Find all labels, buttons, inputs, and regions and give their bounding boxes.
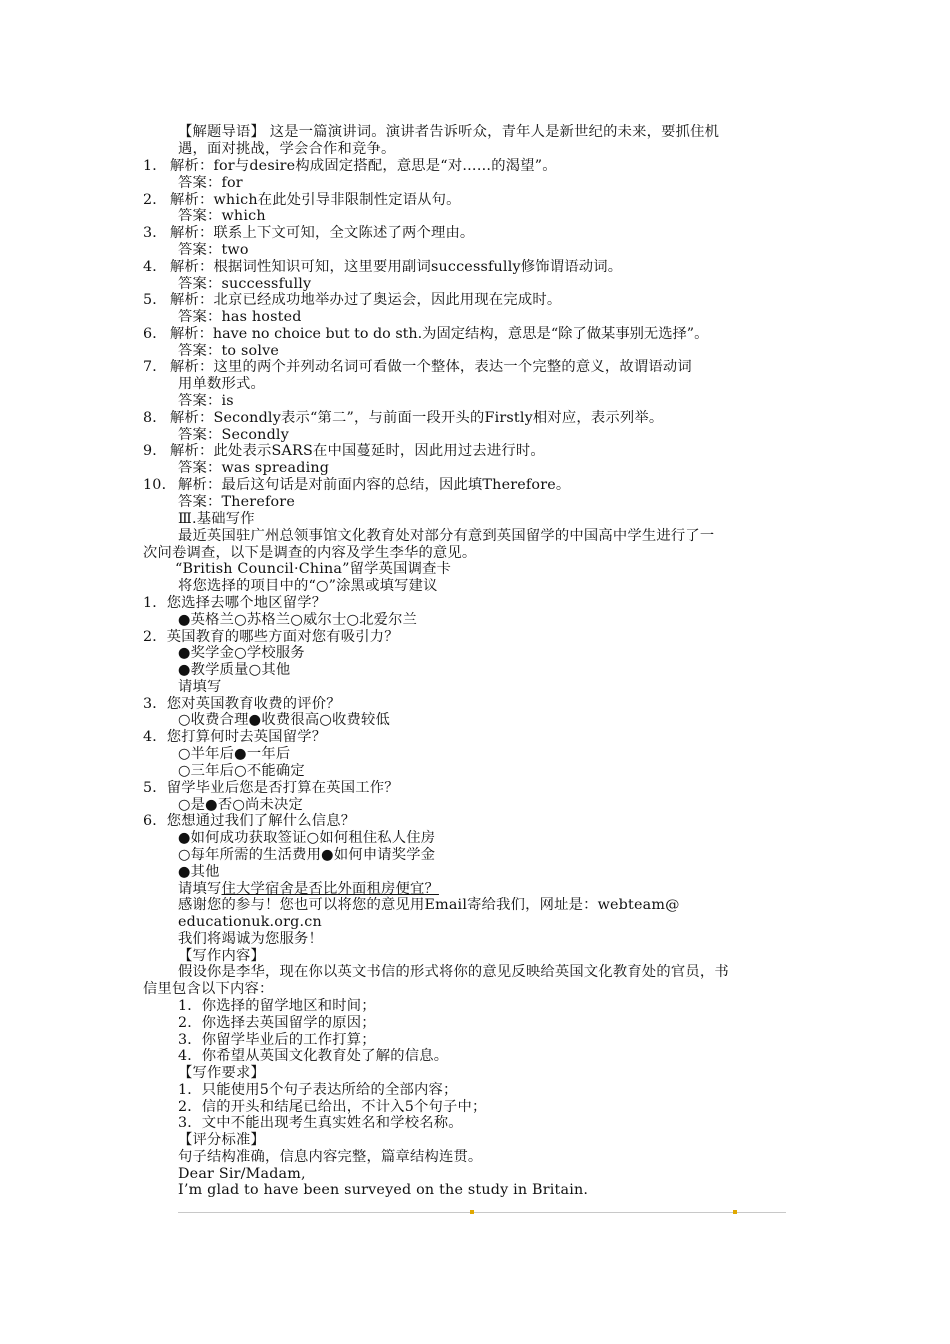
survey-question: 6．您想通过我们了解什么信息？ bbox=[143, 813, 356, 829]
writing-content-2: 信里包含以下内容： bbox=[143, 981, 274, 997]
survey-question: 1．您选择去哪个地区留学？ bbox=[143, 595, 327, 611]
answer-explanation-cont: 用单数形式。 bbox=[178, 376, 265, 392]
answer-number: 10． bbox=[143, 477, 177, 493]
writing-content-heading: 【写作内容】 bbox=[178, 948, 265, 964]
writing-item: 1．你选择的留学地区和时间； bbox=[178, 998, 376, 1014]
writing-requirements-heading: 【写作要求】 bbox=[178, 1065, 265, 1081]
survey-question: 4．您打算何时去英国留学？ bbox=[143, 729, 327, 745]
answer-number: 8． bbox=[143, 410, 167, 426]
answer-number: 3． bbox=[143, 225, 167, 241]
survey-question: 5．留学毕业后您是否打算在英国工作？ bbox=[143, 780, 399, 796]
answer-key: 答案：Secondly bbox=[178, 427, 289, 443]
fill-label: 请填写 bbox=[178, 679, 222, 695]
answer-explanation: 解析：此处表示SARS在中国蔓延时，因此用过去进行时。 bbox=[170, 443, 545, 459]
writing-item: 4．你希望从英国文化教育处了解的信息。 bbox=[178, 1048, 449, 1064]
survey-options: ●如何成功获取签证○如何租住私人住房 bbox=[178, 830, 436, 846]
survey-options: ○是●否○尚未决定 bbox=[178, 797, 304, 813]
writing-requirement: 1．只能使用5个句子表达所给的全部内容； bbox=[178, 1082, 458, 1098]
answer-number: 9． bbox=[143, 443, 167, 459]
survey-instruction: 将您选择的项目中的“○”涂黑或填写建议 bbox=[178, 578, 438, 594]
writing-requirement: 3．文中不能出现考生真实姓名和学校名称。 bbox=[178, 1115, 463, 1131]
fill-value: 住大学宿舍是否比外面租房便宜？ bbox=[221, 881, 439, 897]
fill-label: 请填写 bbox=[178, 881, 222, 897]
thanks-line-2: educationuk.org.cn bbox=[178, 914, 322, 930]
survey-options: ●奖学金○学校服务 bbox=[178, 645, 305, 661]
fill-blank bbox=[222, 679, 244, 696]
answer-explanation: 解析：Secondly表示“第二”，与前面一段开头的Firstly相对应，表示列举。 bbox=[170, 410, 664, 426]
answer-key: 答案：has hosted bbox=[178, 309, 302, 325]
survey-options: ○收费合理●收费很高○收费较低 bbox=[178, 712, 390, 728]
survey-fill-in bbox=[178, 881, 439, 898]
answer-explanation: 解析：北京已经成功地举办过了奥运会，因此用现在完成时。 bbox=[170, 292, 562, 308]
section-intro-1: 最近英国驻广州总领事馆文化教育处对部分有意到英国留学的中国高中学生进行了一 bbox=[178, 528, 715, 544]
writing-item: 2．你选择去英国留学的原因； bbox=[178, 1015, 376, 1031]
cursor-mark bbox=[470, 1210, 474, 1214]
answer-explanation: 解析：have no choice but to do sth.为固定结构，意思是“除了做某事别无选择”。 bbox=[170, 326, 709, 342]
answer-explanation: 解析：这里的两个并列动名词可看做一个整体，表达一个完整的意义，故谓语动词 bbox=[170, 359, 692, 375]
scoring-heading: 【评分标准】 bbox=[178, 1132, 265, 1148]
intro-line-1: 【解题导语】 这是一篇演讲词。演讲者告诉听众，青年人是新世纪的未来，要抓住机 bbox=[178, 124, 720, 140]
section-intro-2: 次问卷调查，以下是调查的内容及学生李华的意见。 bbox=[143, 545, 477, 561]
answer-key: 答案：is bbox=[178, 393, 234, 409]
cursor-mark bbox=[733, 1210, 737, 1214]
survey-options: ●英格兰○苏格兰○威尔士○北爱尔兰 bbox=[178, 612, 418, 628]
intro-line-2: 遇，面对挑战，学会合作和竞争。 bbox=[178, 141, 396, 157]
answer-number: 4． bbox=[143, 259, 167, 275]
answer-number: 1． bbox=[143, 158, 167, 174]
answer-number: 5． bbox=[143, 292, 167, 308]
answer-key: 答案：which bbox=[178, 208, 266, 224]
answer-line bbox=[178, 1212, 786, 1213]
answer-key: 答案：to solve bbox=[178, 343, 280, 359]
section-heading: Ⅲ.基础写作 bbox=[178, 511, 255, 527]
answer-explanation: 解析：联系上下文可知，全文陈述了两个理由。 bbox=[170, 225, 475, 241]
answer-explanation: 解析：for与desire构成固定搭配，意思是“对……的渴望”。 bbox=[170, 158, 557, 174]
writing-content-1: 假设你是李华，现在你以英文书信的形式将你的意见反映给英国文化教育处的官员，书 bbox=[178, 964, 729, 980]
answer-key: 答案：Therefore bbox=[178, 494, 295, 510]
letter-opening: I’m glad to have been surveyed on the study in Britain. bbox=[178, 1182, 589, 1198]
answer-key: 答案：two bbox=[178, 242, 249, 258]
answer-explanation: 解析：根据词性知识可知，这里要用副词successfully修饰谓语动词。 bbox=[170, 259, 623, 275]
survey-question: 2．英国教育的哪些方面对您有吸引力？ bbox=[143, 629, 399, 645]
survey-fill-in bbox=[178, 679, 244, 696]
letter-salutation: Dear Sir/Madam, bbox=[178, 1166, 306, 1182]
writing-item: 3．你留学毕业后的工作打算； bbox=[178, 1032, 376, 1048]
thanks-line-3: 我们将竭诚为您服务！ bbox=[178, 931, 323, 947]
answer-number: 7． bbox=[143, 359, 167, 375]
scoring-text: 句子结构准确，信息内容完整，篇章结构连贯。 bbox=[178, 1149, 483, 1165]
answer-number: 2． bbox=[143, 192, 167, 208]
answer-key: 答案：successfully bbox=[178, 276, 312, 292]
survey-options: ●其他 bbox=[178, 864, 220, 880]
survey-options: ●教学质量○其他 bbox=[178, 662, 291, 678]
thanks-line-1: 感谢您的参与！您也可以将您的意见用Email寄给我们，网址是：webteam@ bbox=[178, 897, 680, 913]
answer-explanation: 解析：which在此处引导非限制性定语从句。 bbox=[170, 192, 461, 208]
survey-options: ○每年所需的生活费用●如何申请奖学金 bbox=[178, 847, 436, 863]
answer-key: 答案：for bbox=[178, 175, 243, 191]
answer-number: 6． bbox=[143, 326, 167, 342]
answer-key: 答案：was spreading bbox=[178, 460, 330, 476]
survey-options: ○半年后●一年后 bbox=[178, 746, 291, 762]
writing-requirement: 2．信的开头和结尾已给出，不计入5个句子中； bbox=[178, 1099, 487, 1115]
survey-options: ○三年后○不能确定 bbox=[178, 763, 305, 779]
survey-card-title: “British Council·China”留学英国调查卡 bbox=[175, 561, 452, 577]
survey-question: 3．您对英国教育收费的评价？ bbox=[143, 696, 341, 712]
answer-explanation: 解析：最后这句话是对前面内容的总结，因此填Therefore。 bbox=[178, 477, 571, 493]
